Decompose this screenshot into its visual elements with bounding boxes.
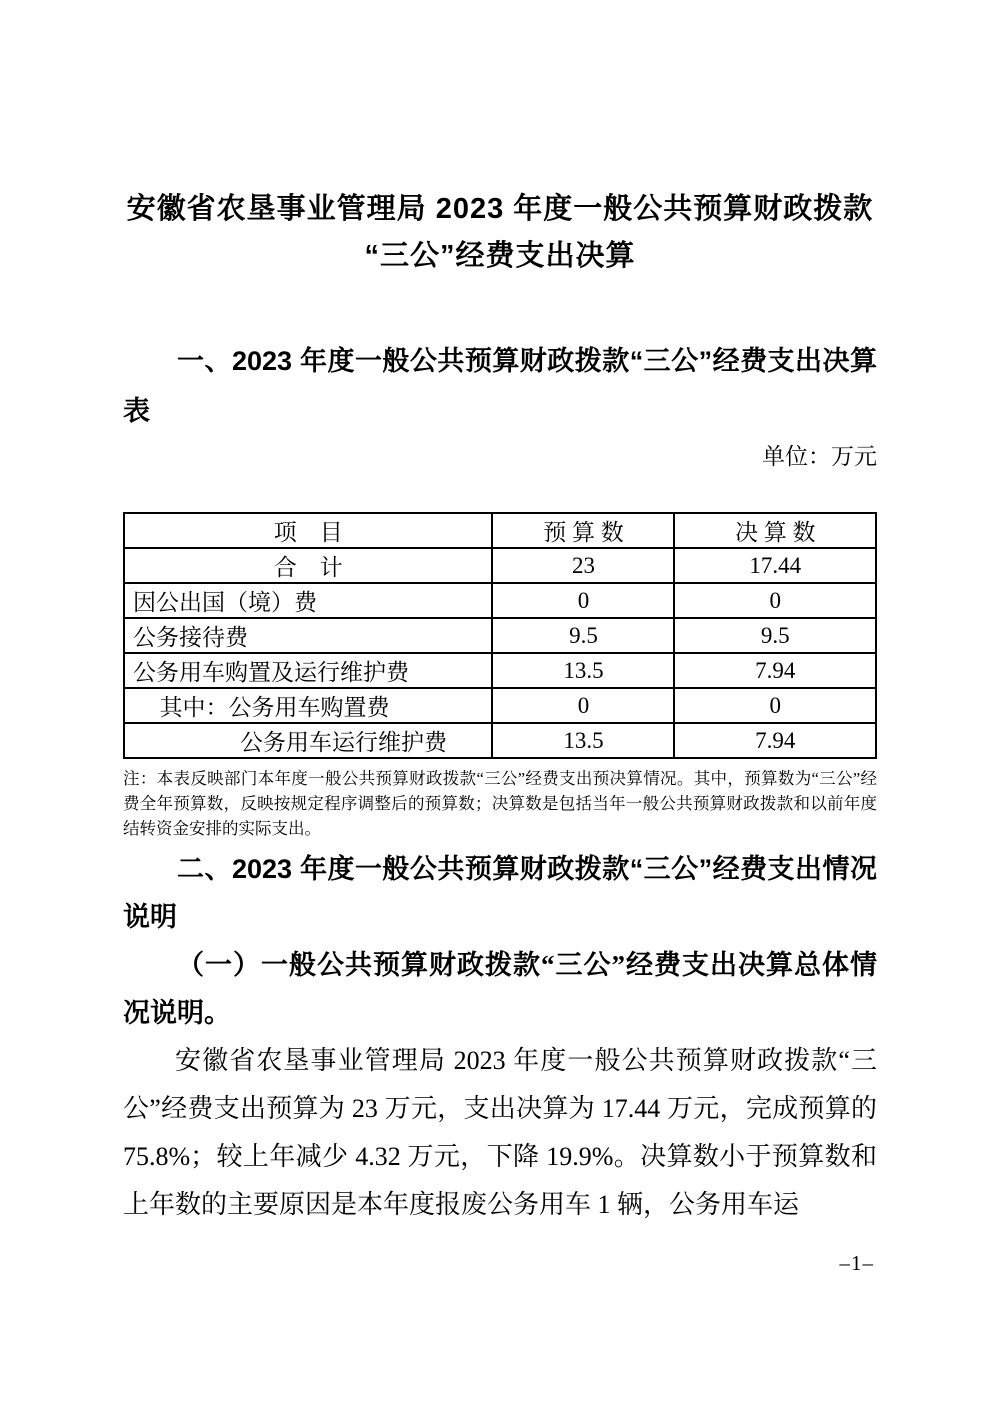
table-row bbox=[124, 653, 876, 688]
table-row bbox=[124, 688, 876, 723]
final-cell: 0 bbox=[674, 688, 876, 723]
budget-cell: 0 bbox=[492, 583, 674, 618]
document-title bbox=[123, 0, 877, 280]
final-cell: 17.44 bbox=[674, 548, 876, 583]
budget-cell: 9.5 bbox=[492, 618, 674, 653]
unit-label: 单位：万元 bbox=[762, 444, 877, 469]
body-paragraph: 安徽省农垦事业管理局 2023 年度一般公共预算财政拨款“三公”经费支出预算为 23 万元，支出决算为 17.44 万元，完成预算的 75.8%；较上年减少 4.32 万元，下降 19.9%。决算数小于预算数和上年数的主要原因是本年度报废公务用车 1 辆，公务用车运 bbox=[123, 1046, 877, 1219]
item-cell: 合 计 bbox=[124, 548, 492, 583]
section2-heading: 二、2023 年度一般公共预算财政拨款“三公”经费支出情况说明 bbox=[123, 854, 877, 932]
final-cell: 0 bbox=[674, 583, 876, 618]
table-row bbox=[124, 618, 876, 653]
table-note: 注：本表反映部门本年度一般公共预算财政拨款“三公”经费支出预决算情况。其中，预算数为“三公”经费全年预算数，反映按规定程序调整后的预算数；决算数是包括当年一般公共预算财政拨款和以前年度结转资金安排的实际支出。 bbox=[123, 769, 877, 838]
budget-cell: 23 bbox=[492, 548, 674, 583]
table-body bbox=[124, 548, 876, 758]
item-cell: 其中：公务用车购置费 bbox=[124, 688, 492, 723]
table-row bbox=[124, 548, 876, 583]
item-cell: 公务用车购置及运行维护费 bbox=[124, 653, 492, 688]
section1-heading: 一、2023 年度一般公共预算财政拨款“三公”经费支出决算表 bbox=[123, 346, 877, 426]
page-number: –1– bbox=[839, 1251, 874, 1275]
final-cell: 7.94 bbox=[674, 723, 876, 758]
final-cell: 9.5 bbox=[674, 618, 876, 653]
header-cell-item: 项 目 bbox=[124, 513, 492, 548]
document-title-line2: “三公”经费支出决算 bbox=[364, 240, 636, 272]
section2-subheading: （一）一般公共预算财政拨款“三公”经费支出决算总体情况说明。 bbox=[123, 950, 877, 1028]
table-row bbox=[124, 583, 876, 618]
three-public-funds-table bbox=[123, 512, 877, 759]
header-cell-budget: 预 算 数 bbox=[492, 513, 674, 548]
item-cell: 公务接待费 bbox=[124, 618, 492, 653]
header-cell-final: 决 算 数 bbox=[674, 513, 876, 548]
budget-cell: 13.5 bbox=[492, 653, 674, 688]
item-cell: 因公出国（境）费 bbox=[124, 583, 492, 618]
final-cell: 7.94 bbox=[674, 653, 876, 688]
item-cell: 公务用车运行维护费 bbox=[124, 723, 492, 758]
table-header-row bbox=[124, 513, 876, 548]
table-row bbox=[124, 723, 876, 758]
budget-cell: 0 bbox=[492, 688, 674, 723]
document-title-line1: 安徽省农垦事业管理局 2023 年度一般公共预算财政拨款 bbox=[126, 193, 874, 225]
budget-cell: 13.5 bbox=[492, 723, 674, 758]
